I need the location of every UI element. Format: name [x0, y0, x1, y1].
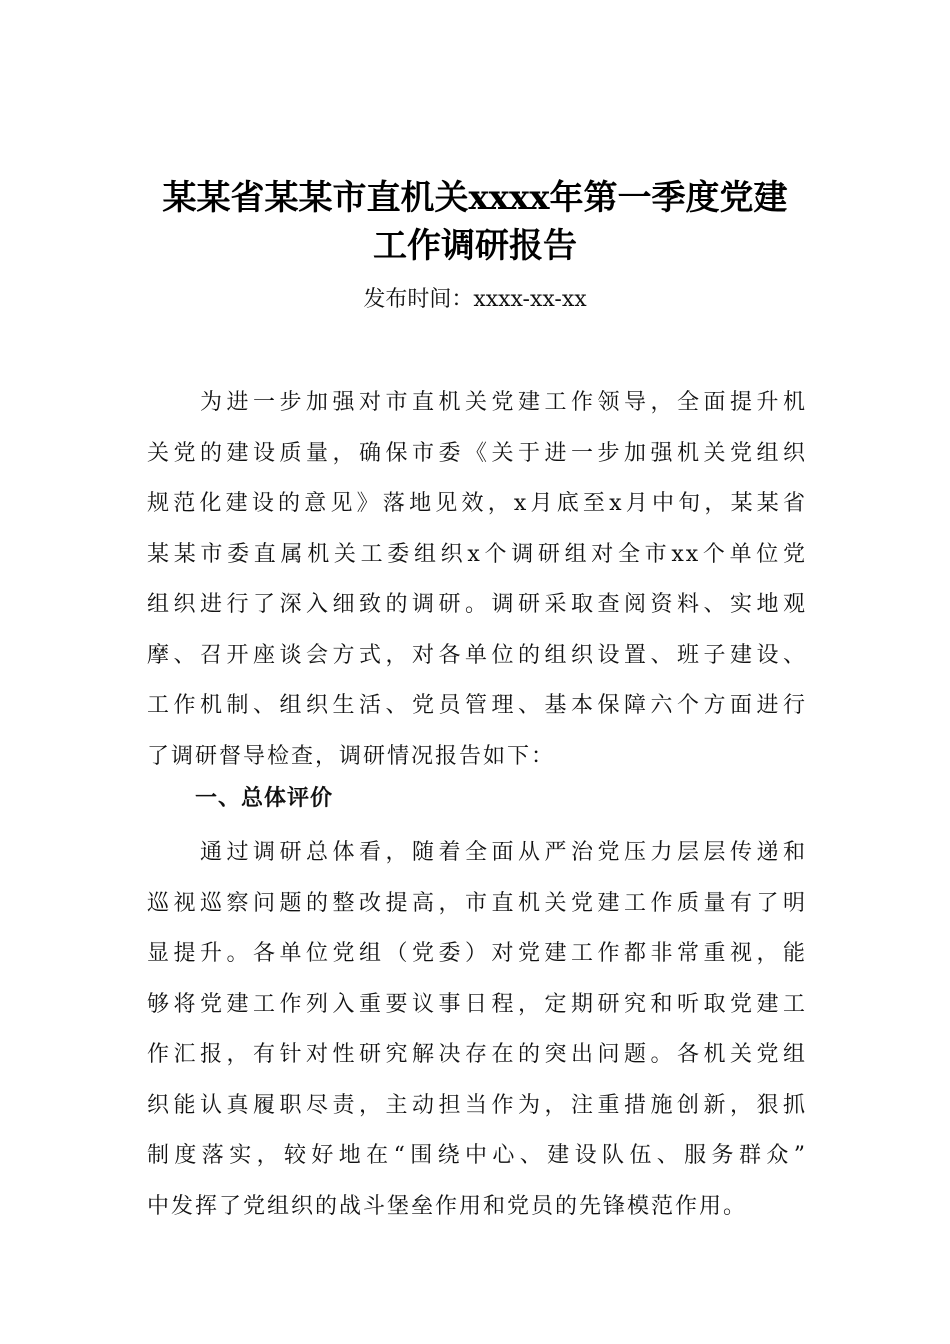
paragraph-line: 规范化建设的意见》落地见效，x月底至x月中旬，某某省 — [147, 491, 807, 516]
paragraph-line: 某某市委直属机关工委组织x个调研组对全市xx个单位党 — [147, 541, 807, 567]
paragraph-overall-evaluation — [147, 828, 807, 1232]
paragraph-line: 作汇报，有针对性研究解决存在的突出问题。各机关党组 — [147, 1042, 807, 1067]
paragraph-line: 够将党建工作列入重要议事日程，定期研究和听取党建工 — [147, 991, 807, 1017]
paragraph-line: 为进一步加强对市直机关党建工作领导，全面提升机 — [147, 390, 807, 415]
section-heading-overall-evaluation: 一、总体评价 — [195, 786, 334, 811]
paragraph-line: 织能认真履职尽责，主动担当作为，注重措施创新，狠抓 — [147, 1092, 807, 1118]
document-title-line-2: 工作调研报告 — [373, 226, 577, 266]
paragraph-line: 组织进行了深入细致的调研。调研采取查阅资料、实地观 — [147, 592, 807, 617]
paragraph-line: 制度落实，较好地在“围绕中心、建设队伍、服务群众” — [147, 1143, 807, 1168]
paragraph-intro — [147, 378, 807, 782]
paragraph-line: 巡视巡察问题的整改提高，市直机关党建工作质量有了明 — [147, 890, 807, 916]
paragraph-line: 了调研督导检查，调研情况报告如下： — [147, 743, 556, 769]
paragraph-line: 工作机制、组织生活、党员管理、基本保障六个方面进行 — [147, 693, 807, 718]
paragraph-line: 中发挥了党组织的战斗堡垒作用和党员的先锋模范作用。 — [147, 1193, 748, 1219]
paragraph-line: 摩、召开座谈会方式，对各单位的组织设置、班子建设、 — [147, 642, 807, 668]
document-title-line-1: 某某省某某市直机关xxxx年第一季度党建 — [162, 178, 788, 218]
paragraph-line: 显提升。各单位党组（党委）对党建工作都非常重视，能 — [147, 941, 807, 966]
paragraph-line: 关党的建设质量，确保市委《关于进一步加强机关党组织 — [147, 440, 807, 466]
paragraph-line: 通过调研总体看，随着全面从严治党压力层层传递和 — [147, 840, 807, 865]
publish-time: 发布时间：xxxx-xx-xx — [363, 287, 587, 312]
